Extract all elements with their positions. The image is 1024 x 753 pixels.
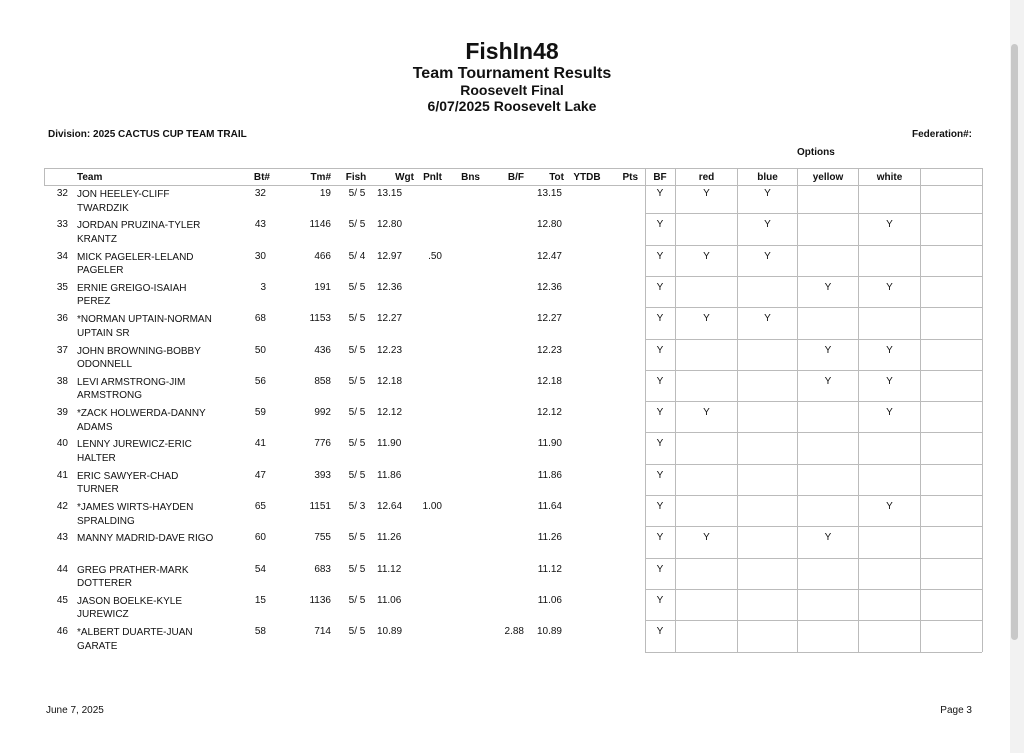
row-divider xyxy=(645,276,982,277)
app-title: FishIn48 xyxy=(465,38,559,64)
option-bf-cell: Y xyxy=(656,250,664,262)
rank-cell: 38 xyxy=(56,375,68,387)
fish-count-cell: 5/ 5 xyxy=(348,281,366,293)
rank-cell: 39 xyxy=(56,407,68,419)
column-header-bns: Bns xyxy=(461,172,480,183)
column-header-team: Team xyxy=(77,172,103,183)
column-header-bf: BF xyxy=(653,172,667,183)
rank-cell: 46 xyxy=(56,626,68,638)
option-yellow-cell: Y xyxy=(824,344,832,356)
weight-cell: 12.36 xyxy=(377,281,403,293)
fish-count-cell: 5/ 5 xyxy=(348,344,366,356)
option-white-cell: Y xyxy=(886,344,893,356)
fish-count-cell: 5/ 5 xyxy=(348,219,366,231)
row-divider xyxy=(645,558,982,559)
team-number-cell: 755 xyxy=(314,532,331,544)
team-number-cell: 393 xyxy=(314,469,331,481)
rank-cell: 40 xyxy=(56,438,68,450)
team-number-cell: 858 xyxy=(314,375,331,387)
column-header-white: white xyxy=(876,172,903,183)
rank-cell: 41 xyxy=(56,469,68,481)
boat-number-cell: 41 xyxy=(254,438,266,450)
team-name-cell: JOHN BROWNING-BOBBY ODONNELL xyxy=(77,345,201,370)
total-weight-cell: 12.27 xyxy=(536,313,562,325)
grid-column-divider xyxy=(982,168,983,652)
rank-cell: 32 xyxy=(56,188,68,199)
team-name-cell: MICK PAGELER-LELAND PAGELER xyxy=(77,251,194,277)
option-red-cell: Y xyxy=(703,407,710,419)
team-name-cell: LENNY JUREWICZ-ERIC HALTER xyxy=(77,439,192,464)
weight-cell: 11.12 xyxy=(377,563,402,575)
column-header-fish: Fish xyxy=(345,172,367,183)
fish-count-cell: 5/ 5 xyxy=(348,313,366,325)
total-weight-cell: 12.18 xyxy=(536,375,562,387)
fish-count-cell: 5/ 5 xyxy=(348,407,366,419)
division-label: Division: 2025 CACTUS CUP TEAM TRAIL xyxy=(48,129,247,140)
total-weight-cell: 12.36 xyxy=(536,281,562,293)
footer-page-number: Page 3 xyxy=(940,705,972,716)
team-name-cell: JORDAN PRUZINA-TYLER KRANTZ xyxy=(77,220,201,245)
rank-cell: 36 xyxy=(56,313,68,325)
team-name-cell: LEVI ARMSTRONG-JIM ARMSTRONG xyxy=(77,376,186,402)
total-weight-cell: 11.86 xyxy=(537,469,562,481)
fish-count-cell: 5/ 5 xyxy=(348,594,366,606)
team-name-cell: JASON BOELKE-KYLE JUREWICZ xyxy=(77,595,183,621)
row-divider xyxy=(645,464,982,465)
row-divider xyxy=(645,307,982,308)
option-blue-cell: Y xyxy=(764,250,771,262)
option-white-cell: Y xyxy=(886,281,893,293)
row-divider xyxy=(645,213,982,214)
weight-cell: 12.23 xyxy=(377,344,403,356)
option-bf-cell: Y xyxy=(656,626,664,638)
option-white-cell: Y xyxy=(886,501,893,512)
total-weight-cell: 11.64 xyxy=(537,501,562,512)
rank-cell: 42 xyxy=(56,501,68,512)
weight-cell: 11.86 xyxy=(377,469,402,481)
option-white-cell: Y xyxy=(886,407,893,419)
option-bf-cell: Y xyxy=(656,407,664,419)
fish-count-cell: 5/ 5 xyxy=(348,469,366,481)
option-blue-cell: Y xyxy=(764,313,771,325)
rank-cell: 33 xyxy=(56,219,68,231)
row-divider xyxy=(645,245,982,246)
team-number-cell: 1153 xyxy=(309,313,331,325)
team-number-cell: 466 xyxy=(314,250,331,262)
fish-count-cell: 5/ 5 xyxy=(348,532,366,544)
scrollbar-thumb[interactable] xyxy=(1011,44,1018,640)
column-header-pnlt: Pnlt xyxy=(423,172,442,183)
boat-number-cell: 50 xyxy=(254,344,266,356)
fish-count-cell: 5/ 5 xyxy=(348,375,366,387)
row-divider xyxy=(645,370,982,371)
column-header-wgt: Wgt xyxy=(395,172,414,183)
grid-left-divider xyxy=(44,168,45,185)
team-number-cell: 436 xyxy=(314,344,331,356)
total-weight-cell: 12.47 xyxy=(536,250,562,262)
team-name-cell: *ZACK HOLWERDA-DANNY ADAMS xyxy=(77,408,206,433)
option-bf-cell: Y xyxy=(656,344,664,356)
option-red-cell: Y xyxy=(703,532,710,544)
column-header-bf: B/F xyxy=(507,172,524,183)
boat-number-cell: 32 xyxy=(254,188,266,199)
column-header-ytdb: YTDB xyxy=(573,172,601,183)
row-divider xyxy=(645,401,982,402)
boat-number-cell: 65 xyxy=(254,501,266,512)
option-yellow-cell: Y xyxy=(824,281,832,293)
option-bf-cell: Y xyxy=(656,281,664,293)
team-number-cell: 1151 xyxy=(309,501,331,512)
penalty-cell: 1.00 xyxy=(422,501,442,512)
boat-number-cell: 56 xyxy=(254,375,266,387)
fish-count-cell: 5/ 5 xyxy=(348,626,366,638)
column-header-red: red xyxy=(698,172,715,183)
boat-number-cell: 68 xyxy=(254,313,266,325)
weight-cell: 13.15 xyxy=(377,188,403,199)
total-weight-cell: 13.15 xyxy=(536,188,562,199)
team-number-cell: 19 xyxy=(319,188,331,199)
rank-cell: 44 xyxy=(56,563,68,575)
boat-number-cell: 54 xyxy=(254,563,266,575)
team-name-cell: *ALBERT DUARTE-JUAN GARATE xyxy=(77,627,193,652)
option-white-cell: Y xyxy=(886,219,893,231)
fish-count-cell: 5/ 5 xyxy=(348,563,366,575)
column-header-bt: Bt# xyxy=(253,172,270,183)
fish-count-cell: 5/ 3 xyxy=(348,501,366,512)
footer-date: June 7, 2025 xyxy=(46,705,104,716)
big-fish-weight-cell: 2.88 xyxy=(504,626,524,638)
option-bf-cell: Y xyxy=(656,219,664,231)
fish-count-cell: 5/ 5 xyxy=(348,438,366,450)
report-title: Team Tournament Results xyxy=(412,65,612,82)
row-divider xyxy=(645,526,982,527)
team-number-cell: 683 xyxy=(314,563,331,575)
boat-number-cell: 3 xyxy=(260,281,266,293)
option-blue-cell: Y xyxy=(764,188,771,199)
column-header-tm: Tm# xyxy=(310,172,331,183)
total-weight-cell: 11.06 xyxy=(537,594,562,606)
team-name-cell: *NORMAN UPTAIN-NORMAN UPTAIN SR xyxy=(77,314,212,339)
boat-number-cell: 15 xyxy=(254,594,266,606)
option-bf-cell: Y xyxy=(656,438,664,450)
option-bf-cell: Y xyxy=(656,563,664,575)
weight-cell: 11.26 xyxy=(377,532,402,544)
weight-cell: 12.64 xyxy=(377,501,403,512)
team-name-cell: GREG PRATHER-MARK DOTTERER xyxy=(77,564,189,590)
boat-number-cell: 47 xyxy=(254,469,266,481)
boat-number-cell: 59 xyxy=(254,407,266,419)
option-bf-cell: Y xyxy=(656,375,664,387)
total-weight-cell: 12.23 xyxy=(536,344,562,356)
row-divider xyxy=(645,495,982,496)
column-header-pts: Pts xyxy=(622,172,638,183)
rank-cell: 43 xyxy=(56,532,68,544)
header-top-border xyxy=(44,168,982,169)
weight-cell: 12.18 xyxy=(377,375,403,387)
team-name-cell: MANNY MADRID-DAVE RIGO xyxy=(77,533,214,545)
rank-cell: 45 xyxy=(56,594,68,606)
total-weight-cell: 11.26 xyxy=(537,532,562,544)
weight-cell: 10.89 xyxy=(377,626,403,638)
column-header-yellow: yellow xyxy=(812,172,844,183)
weight-cell: 12.27 xyxy=(377,313,403,325)
weight-cell: 12.80 xyxy=(377,219,403,231)
team-name-cell: ERNIE GREIGO-ISAIAH PEREZ xyxy=(77,282,187,308)
row-divider xyxy=(645,432,982,433)
option-bf-cell: Y xyxy=(656,501,664,512)
weight-cell: 12.97 xyxy=(377,250,403,262)
total-weight-cell: 11.90 xyxy=(537,438,562,450)
fish-count-cell: 5/ 5 xyxy=(348,188,366,199)
team-name-cell: *JAMES WIRTS-HAYDEN SPRALDING xyxy=(77,502,194,527)
option-bf-cell: Y xyxy=(656,469,664,481)
header-bottom-border xyxy=(44,185,982,186)
weight-cell: 11.90 xyxy=(377,438,402,450)
team-number-cell: 191 xyxy=(314,281,331,293)
event-name: Roosevelt Final xyxy=(460,82,564,98)
boat-number-cell: 30 xyxy=(254,250,266,262)
option-bf-cell: Y xyxy=(656,532,664,544)
column-header-tot: Tot xyxy=(549,172,564,183)
team-name-cell: ERIC SAWYER-CHAD TURNER xyxy=(77,470,179,496)
total-weight-cell: 10.89 xyxy=(536,626,562,638)
team-number-cell: 776 xyxy=(314,438,331,450)
rank-cell: 35 xyxy=(56,281,68,293)
rank-cell: 37 xyxy=(56,344,68,356)
event-date: 6/07/2025 Roosevelt Lake xyxy=(427,98,597,114)
option-red-cell: Y xyxy=(703,188,710,199)
fish-count-cell: 5/ 4 xyxy=(348,250,366,262)
team-number-cell: 1146 xyxy=(309,219,331,231)
option-bf-cell: Y xyxy=(656,188,664,199)
column-header-blue: blue xyxy=(757,172,778,183)
rank-cell: 34 xyxy=(56,250,68,262)
total-weight-cell: 12.80 xyxy=(536,219,562,231)
option-red-cell: Y xyxy=(703,313,710,325)
team-number-cell: 1136 xyxy=(309,594,331,606)
federation-label: Federation#: xyxy=(911,129,972,140)
option-bf-cell: Y xyxy=(656,313,664,325)
team-name-cell: JON HEELEY-CLIFF TWARDZIK xyxy=(77,189,170,214)
boat-number-cell: 60 xyxy=(254,532,266,544)
team-number-cell: 992 xyxy=(314,407,331,419)
option-bf-cell: Y xyxy=(656,594,664,606)
penalty-cell: .50 xyxy=(428,250,442,262)
option-blue-cell: Y xyxy=(764,219,771,231)
option-yellow-cell: Y xyxy=(824,375,832,387)
option-white-cell: Y xyxy=(886,375,893,387)
row-divider xyxy=(645,620,982,621)
weight-cell: 12.12 xyxy=(377,407,403,419)
team-number-cell: 714 xyxy=(314,626,331,638)
row-divider xyxy=(645,589,982,590)
weight-cell: 11.06 xyxy=(377,594,402,606)
option-yellow-cell: Y xyxy=(824,532,832,544)
option-red-cell: Y xyxy=(703,250,710,262)
boat-number-cell: 43 xyxy=(254,219,266,231)
total-weight-cell: 11.12 xyxy=(537,563,562,575)
total-weight-cell: 12.12 xyxy=(536,407,562,419)
row-divider xyxy=(645,339,982,340)
boat-number-cell: 58 xyxy=(254,626,266,638)
options-label: Options xyxy=(797,147,835,158)
